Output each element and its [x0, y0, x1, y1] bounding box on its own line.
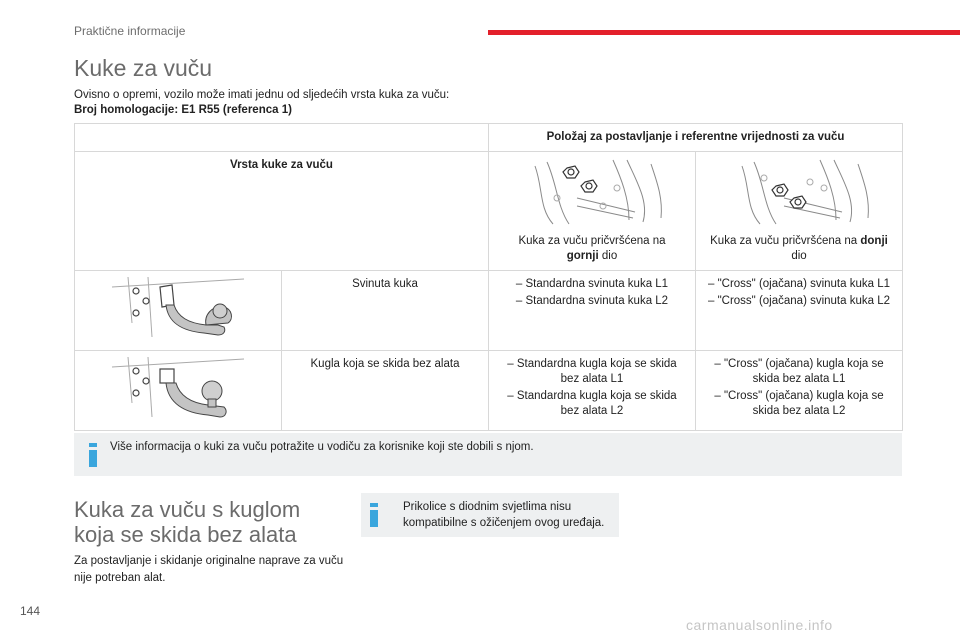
list-item: – "Cross" (ojačana) kugla koja se skida bez alata L2 [714, 390, 884, 417]
detachable-image-cell [75, 351, 282, 431]
section-body: Za postavljanje i skidanje originalne naprave za vuču nije potreban alat. [74, 555, 344, 584]
section-label: Praktične informacije [74, 24, 186, 38]
swan-neck-lower-cell [696, 271, 903, 351]
page-title: Kuke za vuču [74, 55, 213, 81]
intro-text [74, 88, 449, 118]
section-title: Kuka za vuču s kuglom koja se skida bez alata [74, 497, 301, 547]
list-item: – Standardna svinuta kuka L2 [515, 295, 669, 307]
detachable-lower-cell [696, 351, 903, 431]
lower-mount-image [724, 158, 874, 228]
lower-mount-cell [696, 152, 903, 271]
swan-neck-upper-cell [489, 271, 696, 351]
upper-mount-image [517, 158, 667, 228]
detachable-ball-image [108, 357, 248, 423]
swan-neck-image [108, 277, 248, 343]
upper-mount-cell [489, 152, 696, 271]
intro-line: Ovisno o opremi, vozilo može imati jednu od sljedećih vrsta kuka za vuču: [74, 89, 450, 101]
upper-mount-caption: Kuka za vuču pričvršćena na gornji dio [518, 235, 666, 262]
towbar-table [74, 123, 903, 431]
watermark: carmanualsonline.info [686, 617, 833, 633]
homologation-number: Broj homologacije: E1 R55 (referenca 1) [74, 104, 292, 116]
list-item: – Standardna kugla koja se skida bez alata L1 [507, 358, 677, 385]
swan-neck-name-cell: Svinuta kuka [282, 271, 489, 351]
info-box [74, 433, 902, 476]
list-item: – "Cross" (ojačana) kugla koja se skida bez alata L1 [714, 358, 884, 385]
info-text-led: Prikolice s diodnim svjetlima nisu kompatibilne s ožičenjem ovog uređaja. [403, 501, 605, 529]
table-header-type: Vrsta kuke za vuču [75, 152, 489, 271]
info-text: Više informacija o kuki za vuču potražite u vodiču za korisnike koji ste dobili s njom. [110, 441, 534, 453]
list-item: – Standardna kugla koja se skida bez alata L2 [507, 390, 677, 417]
detachable-name-cell: Kugla koja se skida bez alata [282, 351, 489, 431]
page-number: 144 [20, 604, 41, 618]
table-header-position: Položaj za postavljanje i referentne vrijednosti za vuču [489, 124, 903, 152]
swan-neck-image-cell [75, 271, 282, 351]
header-accent-bar [488, 30, 960, 35]
lower-mount-caption: Kuka za vuču pričvršćena na donji dio [710, 235, 888, 262]
list-item: – "Cross" (ojačana) svinuta kuka L1 [707, 278, 891, 290]
info-box-led [361, 493, 619, 537]
list-item: – Standardna svinuta kuka L1 [515, 278, 669, 290]
table-header-empty [75, 124, 489, 152]
detachable-upper-cell [489, 351, 696, 431]
list-item: – "Cross" (ojačana) svinuta kuka L2 [707, 295, 891, 307]
info-icon [88, 443, 98, 467]
info-icon [369, 503, 379, 527]
